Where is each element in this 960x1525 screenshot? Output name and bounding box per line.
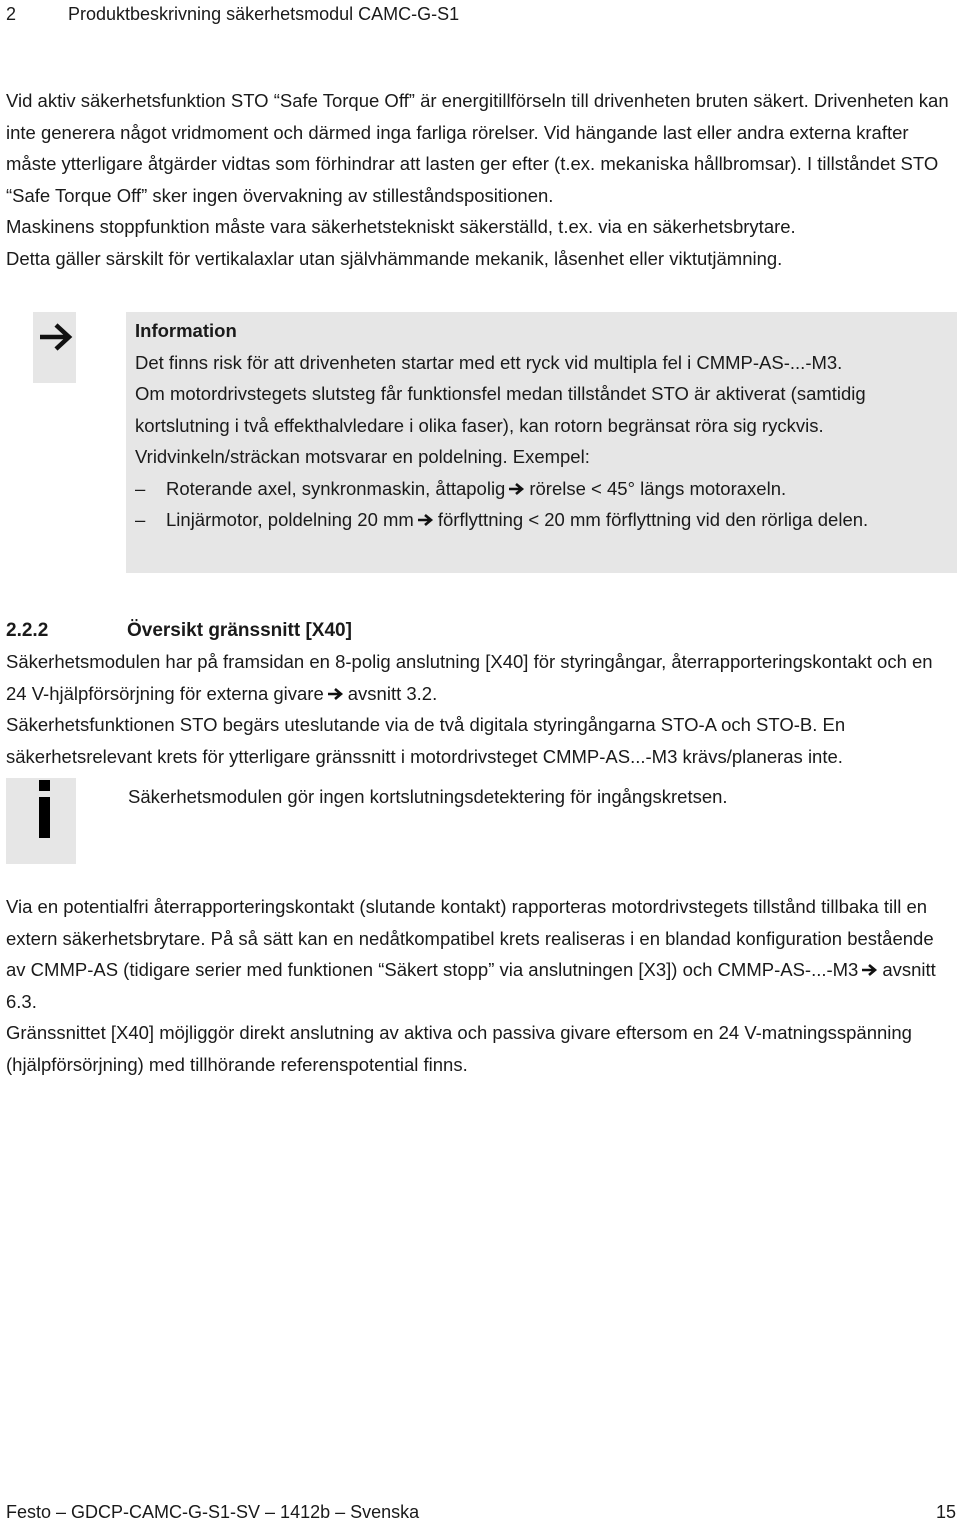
intro-paragraph-3: Detta gäller särskilt för vertikalaxlar utan självhämmande mekanik, låsenhet eller viktutjämning.	[6, 247, 783, 269]
information-icon-box	[33, 312, 76, 383]
intro-paragraph-2: Maskinens stoppfunktion måste vara säkerhetstekniskt säkerställd, t.ex. via en säkerhetsbrytare.	[6, 216, 796, 237]
information-box	[126, 312, 957, 573]
section-title: Översikt gränssnitt [X40]	[127, 620, 352, 641]
list-item	[135, 504, 950, 536]
list-dash: –	[135, 477, 146, 499]
section-paragraph-2: Säkerhetsfunktionen STO begärs uteslutande via de två digitala styringångarna STO-A och STO-B. En säkerhetsrelevant krets för ytterligare gränssnitt i motordrivsteget CMMP-AS...-M3 krävs/planeras inte.	[6, 714, 846, 767]
information-title: Information	[135, 320, 237, 341]
list-item-2-start: Linjärmotor, poldelning 20 mm	[166, 509, 414, 530]
information-line-2: Om motordrivstegets slutsteg får funktionsfel medan tillståndet STO är aktiverat (samtidig kortslutning i två effekthalvledare i olika faser), kan rotorn begränsat röra sig ryckvis. Vridvinkeln/sträckan motsvarar en poldelning. Exempel:	[135, 383, 866, 467]
section-paragraph-4: Gränssnittet [X40] möjliggör direkt anslutning av aktiva och passiva givare eftersom en 24 V-matningsspänning (hjälpförsörjning) med tillhörande referenspotential finns.	[6, 1022, 912, 1075]
list-item-1-start: Roterande axel, synkronmaskin, åttapolig	[166, 477, 506, 499]
section-paragraph-1	[6, 646, 956, 709]
section-paragraph-1-start: Säkerhetsmodulen har på framsidan en 8-polig anslutning [X40] för styringångar, återrapporteringskontakt och en 24 V-hjälpförsörjning för externa givare	[6, 651, 933, 704]
intro-paragraph-1: Vid aktiv säkerhetsfunktion STO “Safe Torque Off” är energitillförseln till drivenheten bruten säkert. Drivenheten kan inte generera något vridmoment och därmed inga farliga rörelser. Vid hängande last eller andra externa krafter måste ytterligare åtgärder vidtas som förhindrar att lasten ger efter (t.ex. mekaniska hållbromsar). I tillståndet STO “Safe Torque Off” sker ingen övervakning av stilleståndspositionen.	[6, 90, 949, 206]
information-line-1: Det finns risk för att drivenheten startar med ett ryck vid multipla fel i CMMP-AS-...-M3.	[135, 351, 843, 373]
arrow-right-icon	[417, 513, 435, 527]
arrow-right-icon	[861, 963, 879, 977]
list-item-1-end: rörelse < 45° längs motoraxeln.	[529, 477, 787, 499]
list-item	[135, 473, 950, 505]
arrow-right-icon	[38, 322, 76, 352]
info-icon	[34, 778, 58, 840]
chapter-number: 2	[6, 4, 17, 24]
section-number: 2.2.2	[6, 620, 49, 641]
note-text: Säkerhetsmodulen gör ingen kortslutningsdetektering för ingångskretsen.	[128, 786, 728, 807]
section-reference-link[interactable]: avsnitt 6.3.	[6, 959, 936, 1012]
page-header	[6, 2, 459, 26]
section-text	[6, 646, 956, 772]
intro-text	[6, 85, 956, 274]
chapter-title: Produktbeskrivning säkerhetsmodul CAMC-G-S1	[68, 4, 460, 24]
page-number: 15	[935, 1502, 956, 1522]
section-paragraph-3	[6, 891, 956, 1017]
page-footer	[6, 1499, 956, 1525]
section-paragraph-3-start: Via en potentialfri återrapporteringskontakt (slutande kontakt) rapporteras motordrivstegets tillstånd tillbaka till en extern säkerhetsbrytare. På så sätt kan en nedåtkompatibel krets realiseras i en blandad konfiguration bestående av CMMP-AS (tidigare serier med funktionen “Säkert stopp” via anslutningen [X3]) och CMMP-AS-...-M3	[6, 896, 934, 980]
list-item-2-end: förflyttning < 20 mm förflyttning vid den rörliga delen.	[437, 509, 869, 530]
footer-document-id: Festo – GDCP-CAMC-G-S1-SV – 1412b – Svenska	[6, 1502, 420, 1522]
section-heading	[6, 616, 352, 646]
section-reference-link[interactable]: avsnitt 3.2.	[347, 682, 438, 704]
arrow-right-icon	[327, 687, 345, 701]
list-dash: –	[135, 509, 146, 530]
arrow-right-icon	[508, 482, 526, 496]
section-text-continued	[6, 891, 956, 1080]
note-icon-box	[6, 778, 76, 864]
